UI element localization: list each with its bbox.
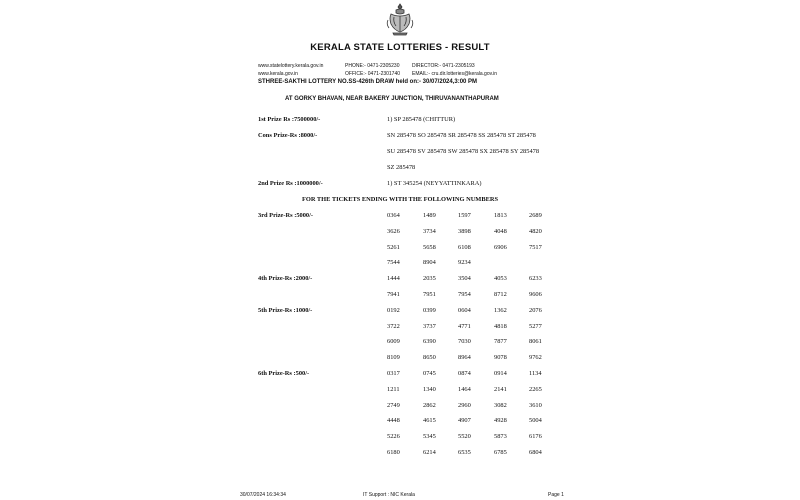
winning-number: 2076 [529,306,542,314]
winning-number: 6108 [458,243,471,251]
second-prize-label: 2nd Prize Rs :1000000/- [258,180,323,187]
winning-number: 8712 [494,291,507,298]
winning-number: 2265 [529,385,542,393]
contact-director [412,62,497,78]
winning-number: 7954 [458,291,471,298]
prize-group-label: 6th Prize-Rs :500/- [258,370,310,377]
winning-number: 9606 [529,291,542,298]
winning-number: 5873 [494,433,507,441]
winning-number: 7951 [423,291,436,298]
winning-number: 1464 [458,385,471,393]
winning-number: 2035 [423,275,436,283]
first-prize-winner: 1) SP 285478 (CHITTUR) [387,116,456,123]
winning-number: 0745 [423,370,436,377]
prize-group-label: 5th Prize-Rs :1000/- [258,306,313,314]
winning-number: 6390 [423,338,436,346]
winning-number: 9234 [458,259,471,267]
winning-number: 6180 [387,449,400,456]
winning-number: 5658 [423,243,436,251]
winning-number: 0874 [458,370,471,377]
prize-group-label: 4th Prize-Rs :2000/- [258,275,313,283]
winning-number: 7030 [458,338,471,346]
winning-number: 1813 [494,212,507,219]
winning-number: 6009 [387,338,400,346]
draw-venue: AT GORKY BHAVAN, NEAR BAKERY JUNCTION, THIRUVANANTHAPURAM [285,96,499,102]
winning-number: 1444 [387,275,400,283]
winning-number: 5226 [387,433,400,441]
winning-number: 6785 [494,449,507,456]
winning-number: 2862 [423,401,436,409]
winning-number: 0317 [387,370,400,377]
winning-number: 4771 [458,322,471,330]
winning-number: 6233 [529,275,542,283]
winning-number: 8109 [387,354,400,362]
cons-prize-line: SZ 285478 [387,164,416,171]
draw-info: STHREE-SAKTHI LOTTERY NO.SS-426th DRAW held on:- 30/07/2024,3:00 PM [258,79,478,85]
winning-number: 3737 [423,322,436,330]
ending-numbers-heading: FOR THE TICKETS ENDING WITH THE FOLLOWING NUMBERS [301,196,499,203]
contact-websites [258,62,323,78]
winning-number: 2689 [529,212,542,219]
winning-number: 4448 [387,417,400,425]
winning-number: 2141 [494,385,507,393]
winning-number: 2960 [458,401,471,409]
winning-number: 0604 [458,306,471,314]
winning-number: 8904 [423,259,436,267]
winning-number: 9078 [494,354,507,362]
winning-number: 6214 [423,449,436,456]
winning-number: 0192 [387,306,400,314]
winning-number: 7544 [387,259,400,267]
winning-number: 6906 [494,243,507,251]
winning-number: 9762 [529,354,542,362]
cons-prize-line: SU 285478 SV 285478 SW 285478 SX 285478 SY 285478 [387,148,540,155]
winning-number: 8650 [423,354,436,362]
winning-number: 8061 [529,338,542,346]
winning-number: 8964 [458,354,471,362]
contact-phones [345,62,400,78]
winning-number: 7517 [529,243,542,251]
winning-number: 6176 [529,433,542,441]
website-lottery-link[interactable]: www.statelottery.kerala.gov.in [258,63,324,69]
winning-number: 5520 [458,433,471,441]
winning-number: 3504 [458,275,471,283]
winning-number: 2749 [387,401,400,409]
footer-page-number: Page 1 [548,492,564,498]
winning-number: 6535 [458,449,471,456]
winning-number: 6804 [529,449,542,456]
winning-number: 5277 [529,322,542,330]
winning-number: 4928 [494,417,507,425]
winning-number: 0364 [387,212,400,219]
winning-number: 1597 [458,212,471,219]
winning-number: 5004 [529,417,542,425]
winning-number: 1489 [423,212,436,219]
cons-prize-line: SN 285478 SO 285478 SR 285478 SS 285478 ST 285478 [387,132,536,139]
office-number: OFFICE:- 0471-2301740 [345,71,401,77]
winning-number: 0399 [423,306,436,314]
winning-number: 3082 [494,401,507,409]
email-address[interactable]: EMAIL:- cru.dir.lotteries@kerala.gov.in [412,71,498,77]
winning-number: 7941 [387,291,400,298]
winning-number: 3734 [423,227,436,235]
footer-support: IT Support : NIC Kerala [363,492,415,498]
winning-number: 3626 [387,227,400,235]
prize-group-label: 3rd Prize-Rs :5000/- [258,212,314,219]
kerala-emblem-icon [385,2,415,36]
winning-number: 1134 [529,370,542,377]
winning-number: 3722 [387,322,400,330]
first-prize-label: 1st Prize Rs :7500000/- [258,116,321,123]
document-title: KERALA STATE LOTTERIES - RESULT [310,42,490,53]
winning-number: 4048 [494,227,507,235]
winning-number: 1362 [494,306,507,314]
cons-prize-label: Cons Prize-Rs :8000/- [258,132,318,139]
winning-number: 1211 [387,385,400,393]
winning-number: 5261 [387,243,400,251]
winning-number: 1340 [423,385,436,393]
footer-timestamp: 30/07/2024 16:34:34 [240,492,286,498]
website-kerala-link[interactable]: www.kerala.gov.in [258,71,298,77]
winning-number: 4820 [529,227,542,235]
winning-number: 0914 [494,370,507,377]
winning-number: 7877 [494,338,507,346]
director-number: DIRECTOR:- 0471-2305193 [412,63,475,69]
winning-number: 3610 [529,401,542,409]
winning-number: 4818 [494,322,507,330]
winning-number: 4907 [458,417,471,425]
winning-number: 4053 [494,275,507,283]
winning-number: 5345 [423,433,436,441]
phone-number: PHONE:- 0471-2305230 [345,63,400,69]
second-prize-winner: 1) ST 345254 (NEYYATTINKARA) [387,180,482,187]
winning-number: 3898 [458,227,471,235]
winning-number: 4615 [423,417,436,425]
